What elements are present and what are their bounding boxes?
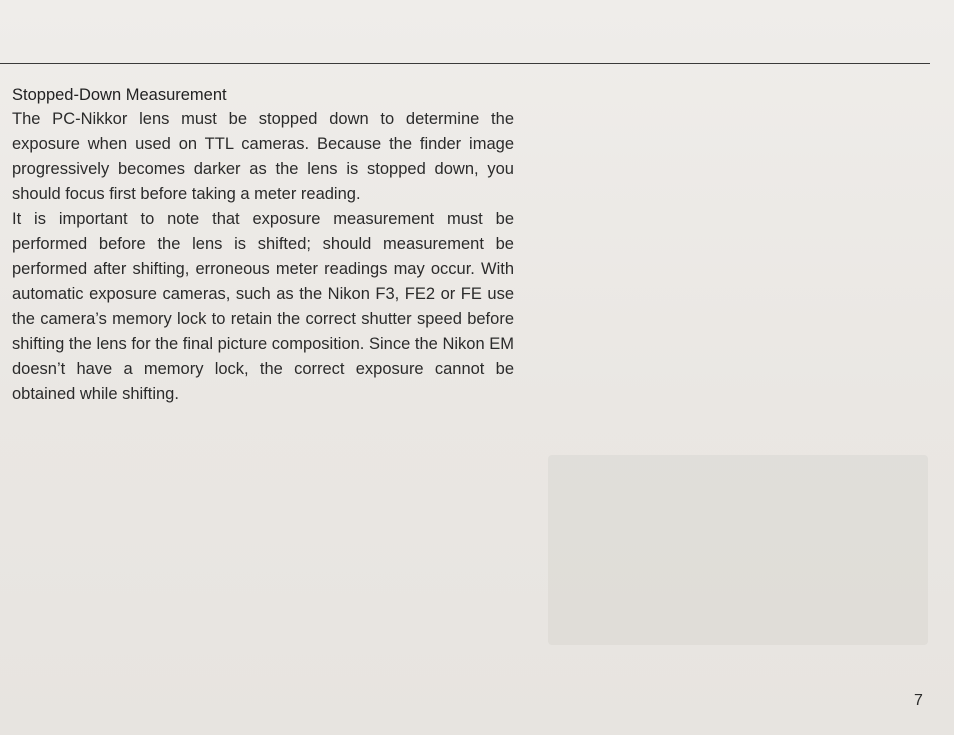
paragraph-stopped-down: The PC-Nikkor lens must be stopped down to determine the exposure when used on TTL cameras. Because the finder image progressively becomes darker as the lens is stopped down, you should focus first before taking a meter reading. [12, 110, 514, 203]
background-shading [548, 455, 928, 645]
paragraph-exposure-measurement: It is important to note that exposure measurement must be performed before the lens is shifted; should measurement be performed after shifting, erroneous meter readings may occur. With automatic exposure cameras, such as the Nikon F3, FE2 or FE use the camera’s memory lock to retain the correct shutter speed before shifting the lens for the final picture composition. Since the Nikon EM doesn’t have a memory lock, the correct exposure cannot be obtained while shifting. [12, 210, 514, 403]
page-number: 7 [914, 692, 923, 709]
article-content [12, 84, 514, 407]
top-rule [0, 63, 930, 64]
section-heading: Stopped-Down Measurement [12, 86, 227, 104]
